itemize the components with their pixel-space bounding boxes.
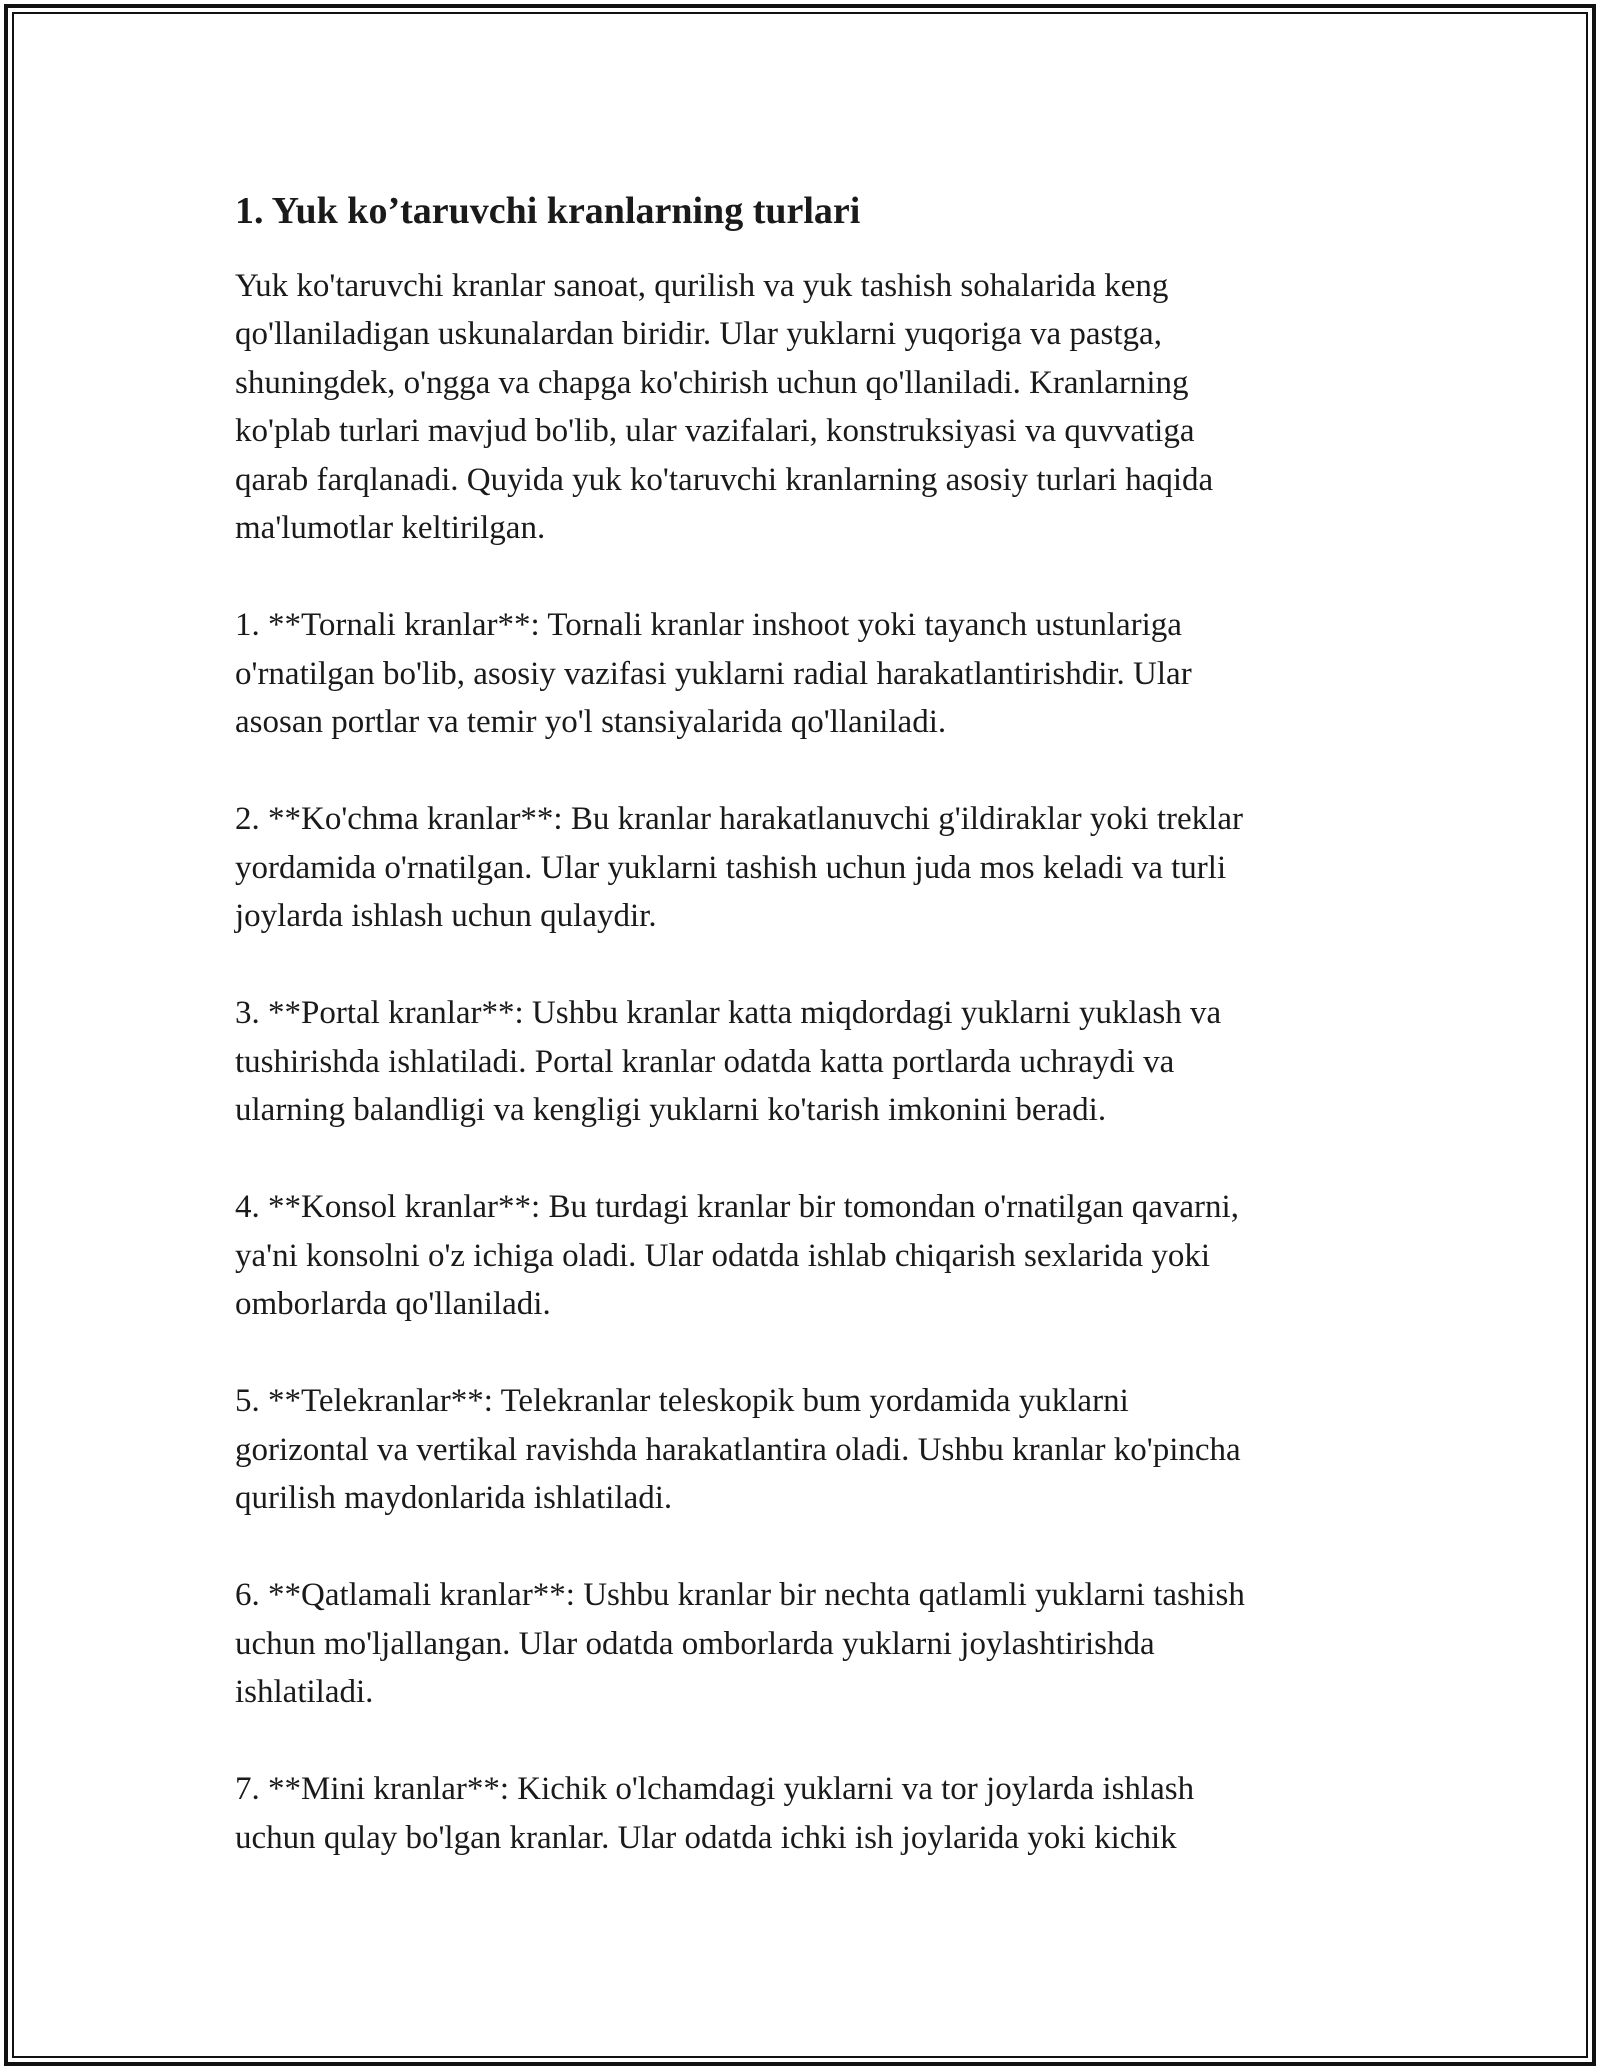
crane-type-item-2 <box>235 795 1385 941</box>
item-line: 2. **Ko'chma kranlar**: Bu kranlar harakatlanuvchi g'ildiraklar yoki treklar <box>235 801 1243 838</box>
item-line: 1. **Tornali kranlar**: Tornali kranlar inshoot yoki tayanch ustunlariga <box>235 607 1182 644</box>
crane-type-item-4 <box>235 1183 1385 1329</box>
item-line: 4. **Konsol kranlar**: Bu turdagi kranlar bir tomondan o'rnatilgan qavarni, <box>235 1189 1239 1226</box>
intro-line: Yuk ko'taruvchi kranlar sanoat, qurilish va yuk tashish sohalarida keng <box>235 267 1169 304</box>
item-line: tushirishda ishlatiladi. Portal kranlar odatda katta portlarda uchraydi va <box>235 1043 1175 1080</box>
item-line: o'rnatilgan bo'lib, asosiy vazifasi yuklarni radial harakatlantirishdir. Ular <box>235 655 1192 692</box>
intro-line: qo'llaniladigan uskunalardan biridir. Ular yuklarni yuqoriga va pastga, <box>235 316 1162 353</box>
item-line: qurilish maydonlarida ishlatiladi. <box>235 1480 673 1517</box>
crane-type-item-3 <box>235 989 1385 1135</box>
intro-line: ma'lumotlar keltirilgan. <box>235 510 546 547</box>
item-line: uchun qulay bo'lgan kranlar. Ular odatda ichki ish joylarida yoki kichik <box>235 1819 1177 1856</box>
item-line: yordamida o'rnatilgan. Ular yuklarni tashish uchun juda mos keladi va turli <box>235 849 1227 886</box>
crane-type-item-5 <box>235 1377 1385 1523</box>
item-line: ya'ni konsolni o'z ichiga oladi. Ular odatda ishlab chiqarish sexlarida yoki <box>235 1237 1211 1274</box>
intro-paragraph <box>235 262 1385 553</box>
document-title: 1. Yuk ko’taruvchi kranlarning turlari <box>235 190 861 232</box>
item-line: gorizontal va vertikal ravishda harakatlantira oladi. Ushbu kranlar ko'pincha <box>235 1431 1241 1468</box>
item-line: ularning balandligi va kengligi yuklarni ko'tarish imkonini beradi. <box>235 1092 1107 1129</box>
intro-line: ko'plab turlari mavjud bo'lib, ular vazifalari, konstruksiyasi va quvvatiga <box>235 413 1195 450</box>
item-line: 7. **Mini kranlar**: Kichik o'lchamdagi yuklarni va tor joylarda ishlash <box>235 1771 1195 1808</box>
intro-line: shuningdek, o'ngga va chapga ko'chirish uchun qo'llaniladi. Kranlarning <box>235 364 1189 401</box>
item-line: 5. **Telekranlar**: Telekranlar teleskopik bum yordamida yuklarni <box>235 1383 1129 1420</box>
item-line: uchun mo'ljallangan. Ular odatda omborlarda yuklarni joylashtirishda <box>235 1625 1155 1662</box>
crane-type-item-6 <box>235 1571 1385 1717</box>
crane-type-item-1 <box>235 601 1385 747</box>
item-line: omborlarda qo'llaniladi. <box>235 1286 551 1323</box>
document-body <box>235 180 1385 1862</box>
intro-line: qarab farqlanadi. Quyida yuk ko'taruvchi kranlarning asosiy turlari haqida <box>235 461 1214 498</box>
item-line: asosan portlar va temir yo'l stansiyalarida qo'llaniladi. <box>235 704 947 741</box>
item-line: 6. **Qatlamali kranlar**: Ushbu kranlar bir nechta qatlamli yuklarni tashish <box>235 1577 1245 1614</box>
item-line: 3. **Portal kranlar**: Ushbu kranlar katta miqdordagi yuklarni yuklash va <box>235 995 1222 1032</box>
item-line: ishlatiladi. <box>235 1674 374 1711</box>
crane-type-item-7 <box>235 1765 1385 1862</box>
item-line: joylarda ishlash uchun qulaydir. <box>235 898 657 935</box>
